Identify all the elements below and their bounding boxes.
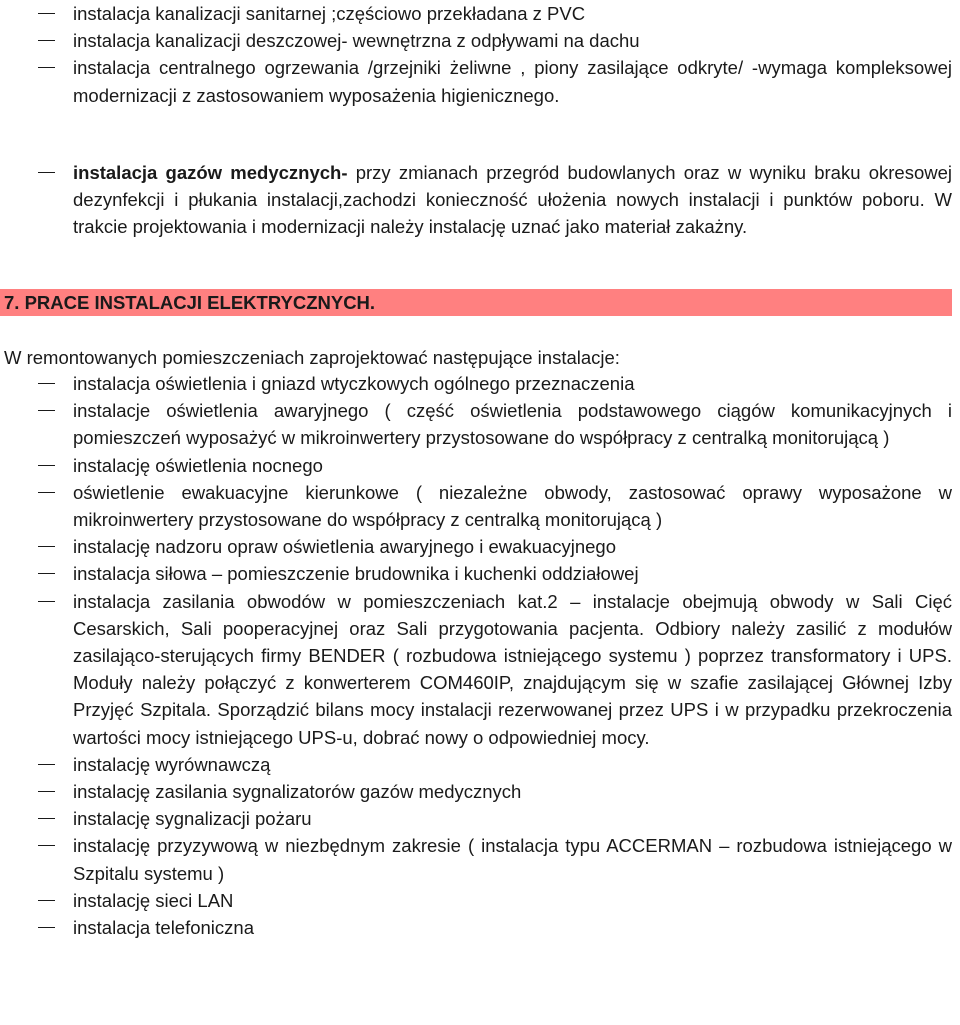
dash-bullet-icon bbox=[38, 791, 55, 792]
dash-bullet-icon bbox=[38, 573, 55, 574]
list-item-text: instalacja kanalizacji sanitarnej ;częściowo przekładana z PVC bbox=[73, 3, 586, 24]
list-item bbox=[0, 54, 960, 108]
list-item-text: instalacja kanalizacji deszczowej- wewnętrzna z odpływami na dachu bbox=[73, 30, 640, 52]
list-item-text: instalację zasilania sygnalizatorów gazów medycznych bbox=[73, 781, 522, 803]
list-item bbox=[0, 452, 960, 479]
medical-gas-title: instalacja gazów medycznych- bbox=[73, 162, 348, 183]
list-item bbox=[0, 370, 960, 397]
dash-bullet-icon bbox=[38, 818, 55, 819]
list-item-text: instalacja oświetlenia i gniazd wtyczkowych ogólnego przeznaczenia bbox=[73, 373, 635, 394]
dash-bullet-icon bbox=[38, 900, 55, 901]
list-item-text: instalację sieci LAN bbox=[73, 889, 234, 911]
list-item-text: instalacja centralnego ogrzewania /grzejniki żeliwne , piony zasilające odkryte/ -wymaga kompleksowej modernizacji z zastosowaniem wyposażenia higienicznego. bbox=[73, 57, 952, 106]
dash-bullet-icon bbox=[38, 465, 55, 466]
list-item bbox=[0, 805, 960, 832]
dash-bullet-icon bbox=[38, 601, 55, 602]
list-item-text: instalację wyrównawczą bbox=[73, 753, 271, 775]
dash-bullet-icon bbox=[38, 13, 55, 14]
list-item-text: instalacje oświetlenia awaryjnego ( część oświetlenia podstawowego ciągów komunikacyjnych i pomieszczeń wyposażyć w mikroinwertery przystosowane do współpracy z centralką monitorującą ) bbox=[73, 400, 952, 449]
dash-bullet-icon bbox=[38, 40, 55, 41]
list-item bbox=[0, 397, 960, 451]
electrical-list bbox=[0, 370, 960, 941]
section-heading: 7. PRACE INSTALACJI ELEKTRYCZNYCH. bbox=[0, 289, 952, 316]
list-item bbox=[0, 588, 960, 751]
list-item-text: instalacja siłowa – pomieszczenie brudownika i kuchenki oddziałowej bbox=[73, 563, 639, 585]
dash-bullet-icon bbox=[38, 410, 55, 411]
intro-text: W remontowanych pomieszczeniach zaprojektować następujące instalacje: bbox=[4, 347, 620, 368]
medical-gas-item bbox=[0, 159, 960, 241]
list-item bbox=[0, 479, 960, 533]
list-item-text: instalację oświetlenia nocnego bbox=[73, 454, 323, 476]
dash-bullet-icon bbox=[38, 67, 55, 68]
list-item bbox=[0, 27, 960, 54]
list-item-text: instalację przyzywową w niezbędnym zakresie ( instalacja typu ACCERMAN – rozbudowa istniejącego w Szpitalu systemu ) bbox=[73, 835, 952, 884]
list-item bbox=[0, 832, 960, 886]
list-item bbox=[0, 159, 960, 241]
list-item bbox=[0, 914, 960, 941]
dash-bullet-icon bbox=[38, 172, 55, 173]
list-item bbox=[0, 751, 960, 778]
dash-bullet-icon bbox=[38, 927, 55, 928]
list-item-text: instalację nadzoru opraw oświetlenia awaryjnego i ewakuacyjnego bbox=[73, 536, 616, 558]
medical-gas-text: przy zmianach przegród budowlanych oraz w wyniku braku okresowej dezynfekcji i płukania instalacji,zachodzi konieczność ułożenia nowych instalacji i punktów poboru. W trakcie projektowania i modernizacji należy instalację uznać jako materiał zakażny. bbox=[73, 162, 953, 238]
list-item bbox=[0, 887, 960, 914]
dash-bullet-icon bbox=[38, 383, 55, 384]
list-item-text: instalacja telefoniczna bbox=[73, 917, 254, 939]
dash-bullet-icon bbox=[38, 764, 55, 765]
dash-bullet-icon bbox=[38, 546, 55, 547]
plumbing-list bbox=[0, 0, 960, 109]
list-item-text: instalację sygnalizacji pożaru bbox=[73, 808, 312, 830]
dash-bullet-icon bbox=[38, 845, 55, 846]
list-item-text: oświetlenie ewakuacyjne kierunkowe ( niezależne obwody, zastosować oprawy wyposażone w mikroinwertery przystosowane do współpracy z centralką monitorującą ) bbox=[73, 481, 952, 531]
list-item bbox=[0, 0, 960, 27]
list-item bbox=[0, 533, 960, 560]
list-item bbox=[0, 560, 960, 587]
dash-bullet-icon bbox=[38, 492, 55, 493]
list-item-text: instalacja zasilania obwodów w pomieszczeniach kat.2 – instalacje obejmują obwody w Sali Cięć Cesarskich, Sali pooperacyjnej oraz Sali przygotowania pacjenta. Odbiory należy zasilić z modułów zasilająco-sterujących firmy BENDER ( rozbudowa istniejącego systemu ) poprzez transformatory i UPS. Moduły należy połączyć z konwerterem COM460IP, znajdującym się w szafie zasilającej Głównej Izby Przyjęć Szpitala. Sporządzić bilans mocy instalacji rezerwowanej przez UPS i w przypadku przekroczenia wartości mocy istniejącego UPS-u, dobrać nowy o odpowiedniej mocy. bbox=[73, 590, 952, 748]
list-item bbox=[0, 778, 960, 805]
